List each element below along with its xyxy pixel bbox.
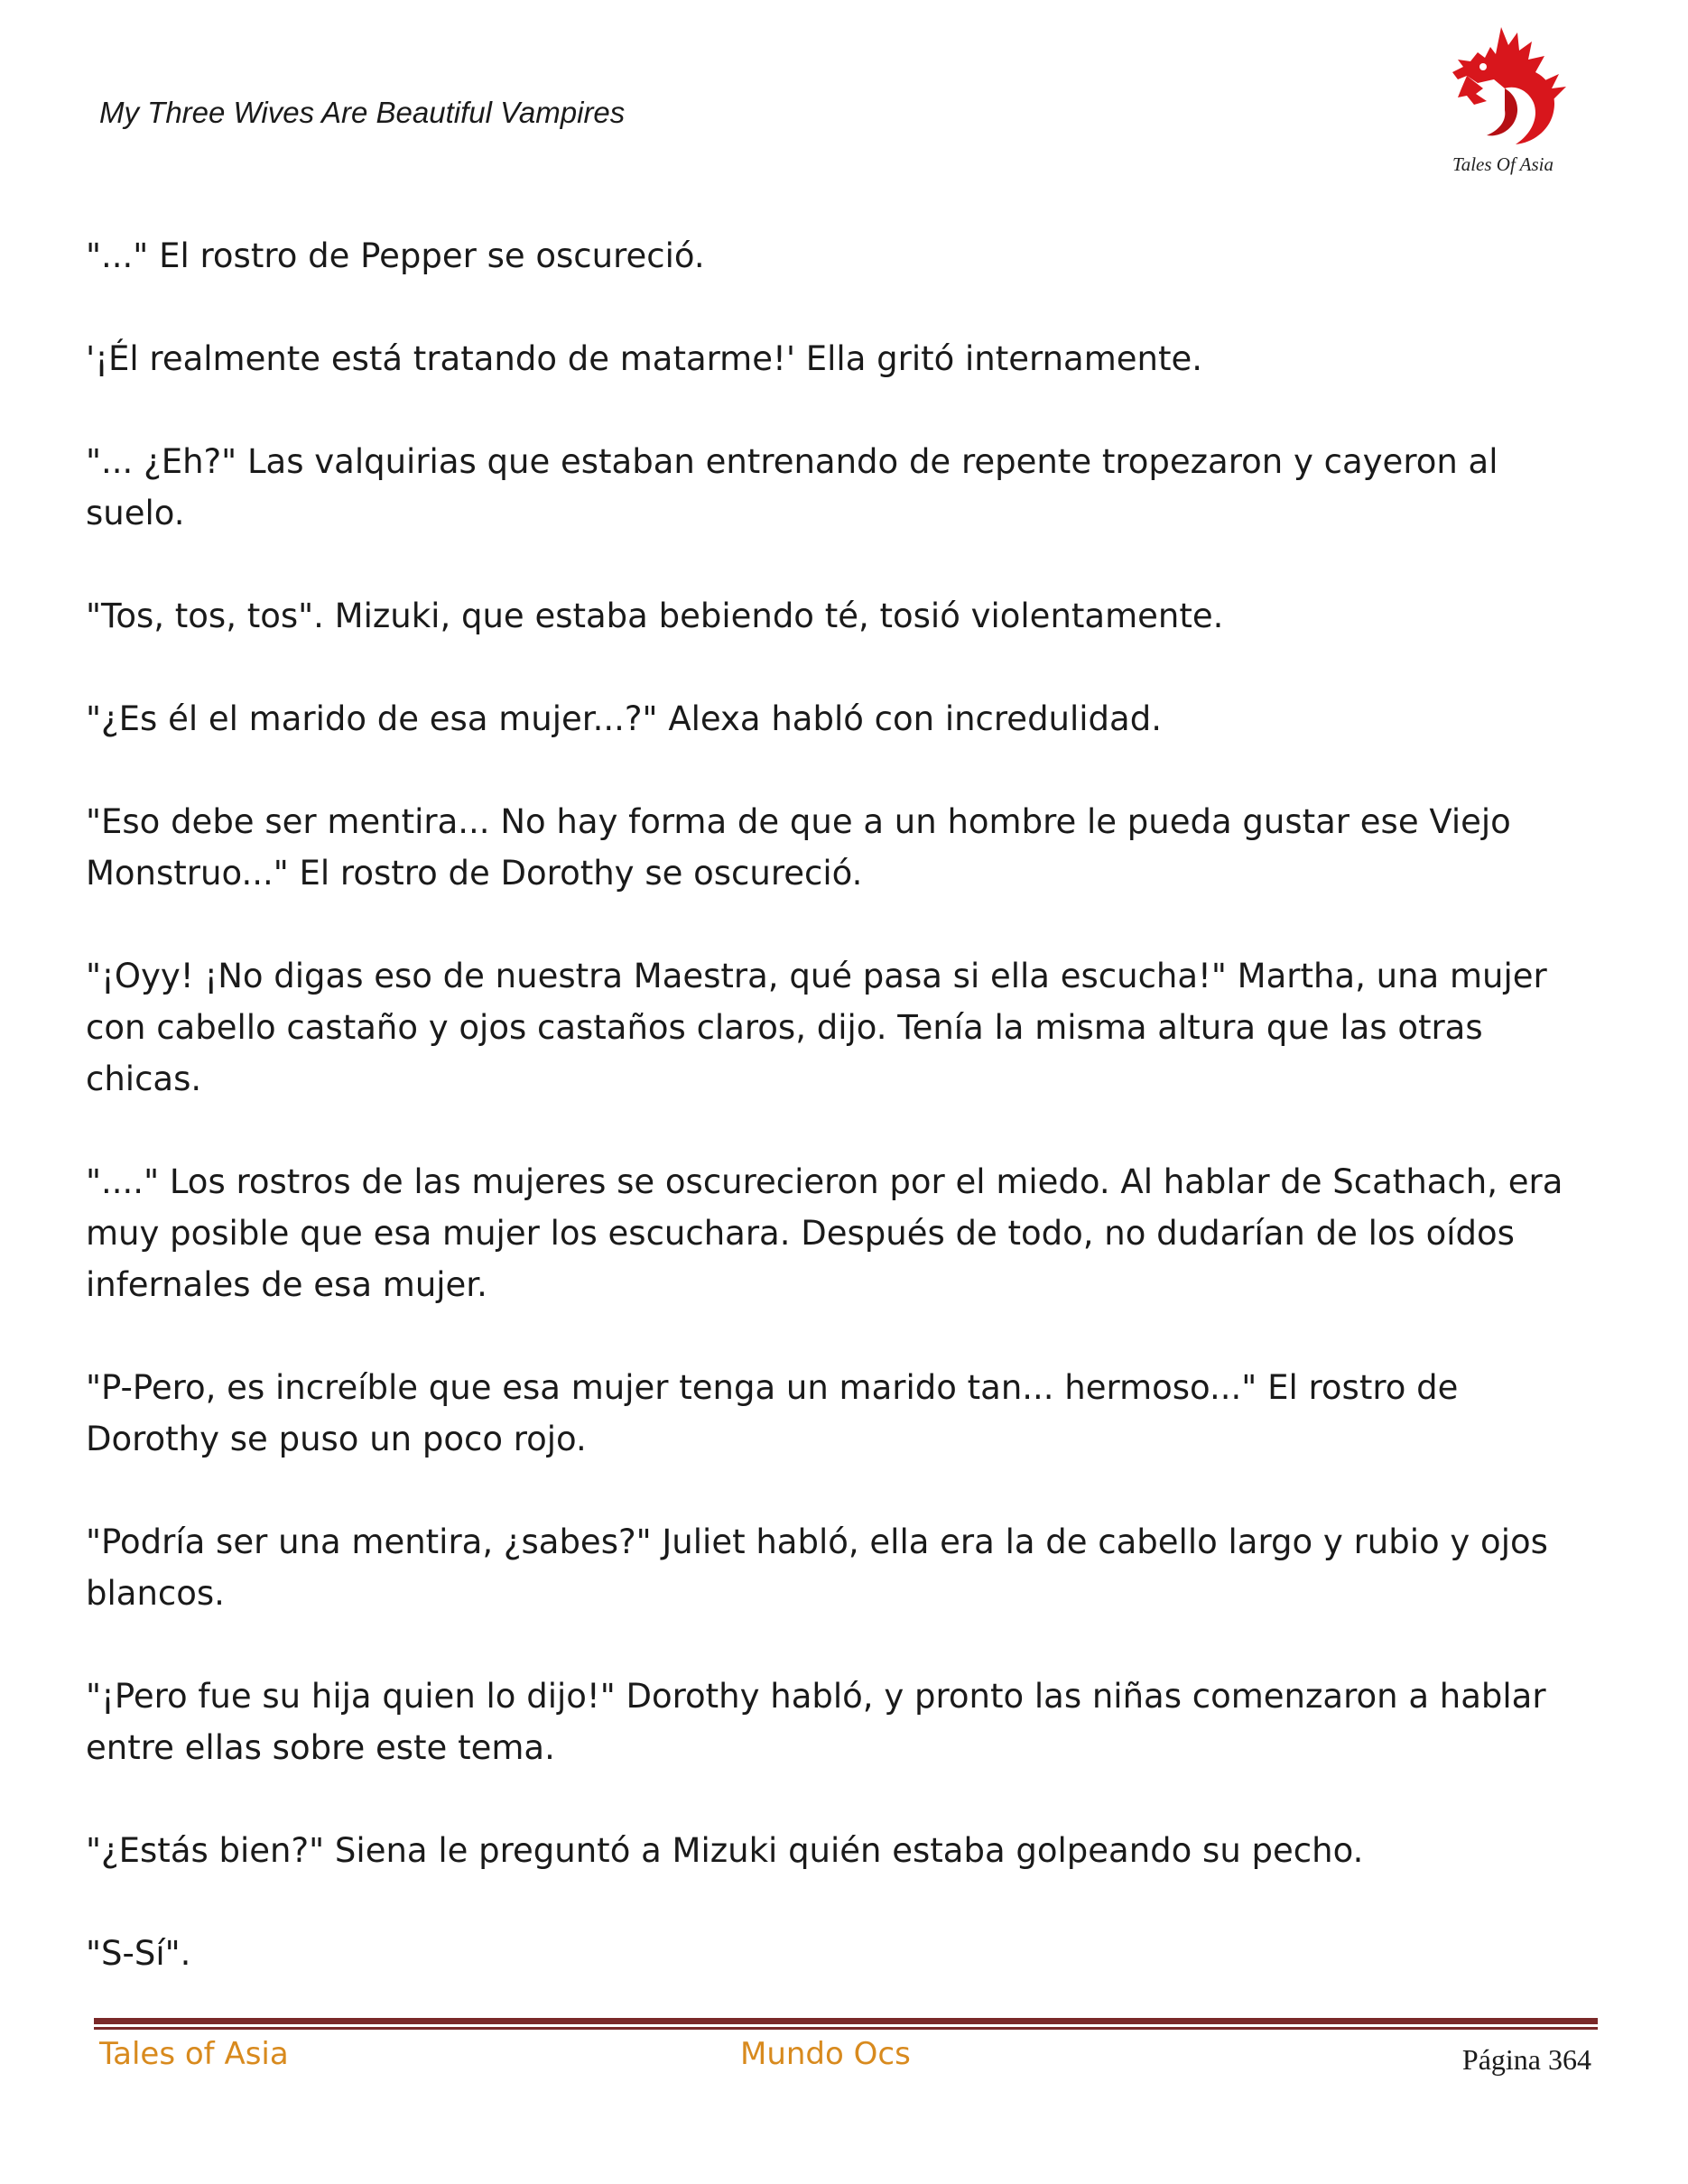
paragraph: "..." El rostro de Pepper se oscureció. [86, 236, 705, 275]
logo-text: Tales Of Asia [1451, 153, 1554, 175]
paragraph: "S-Sí". [86, 1934, 191, 1973]
paragraph: "¡Pero fue su hija quien lo dijo!" Dorothy habló, y pronto las niñas comenzaron a hablar entre ellas sobre este tema. [86, 1677, 1546, 1767]
paragraph: "... ¿Eh?" Las valquirias que estaban entrenando de repente tropezaron y cayeron al suelo. [86, 442, 1498, 532]
page-number: Página 364 [1461, 2043, 1591, 2076]
red-dragon-icon [1431, 20, 1575, 155]
paragraph: "...." Los rostros de las mujeres se oscurecieron por el miedo. Al hablar de Scathach, era muy posible que esa mujer los escuchara. Después de todo, no dudarían de los oídos infernales de esa mujer. [86, 1162, 1563, 1304]
paragraph: "¿Es él el marido de esa mujer...?" Alexa habló con incredulidad. [86, 699, 1162, 738]
document-header-title: My Three Wives Are Beautiful Vampires [99, 96, 626, 129]
footer-section-name: Mundo Ocs [740, 2036, 911, 2072]
paragraph: '¡Él realmente está tratando de matarme!' Ella gritó internamente. [86, 339, 1202, 378]
paragraph: "Tos, tos, tos". Mizuki, que estaba bebiendo té, tosió violentamente. [86, 597, 1224, 635]
paragraph: "¿Estás bien?" Siena le preguntó a Mizuki quién estaba golpeando su pecho. [86, 1831, 1364, 1870]
paragraph: "¡Oyy! ¡No digas eso de nuestra Maestra, qué pasa si ella escucha!" Martha, una mujer con cabello castaño y ojos castaños claros, dijo. Tenía la misma altura que las otras chicas. [86, 957, 1547, 1098]
paragraph: "P-Pero, es increíble que esa mujer tenga un marido tan... hermoso..." El rostro de Dorothy se puso un poco rojo. [86, 1368, 1459, 1458]
paragraph: "Eso debe ser mentira... No hay forma de que a un hombre le pueda gustar ese Viejo Monstruo..." El rostro de Dorothy se oscureció. [86, 802, 1511, 893]
footer-divider [94, 2018, 1598, 2030]
document-body [86, 230, 1602, 2031]
paragraph: "Podría ser una mentira, ¿sabes?" Juliet habló, ella era la de cabello largo y rubio y ojos blancos. [86, 1522, 1548, 1613]
footer-site-name: Tales of Asia [99, 2036, 289, 2072]
tales-of-asia-logo [1431, 20, 1575, 182]
